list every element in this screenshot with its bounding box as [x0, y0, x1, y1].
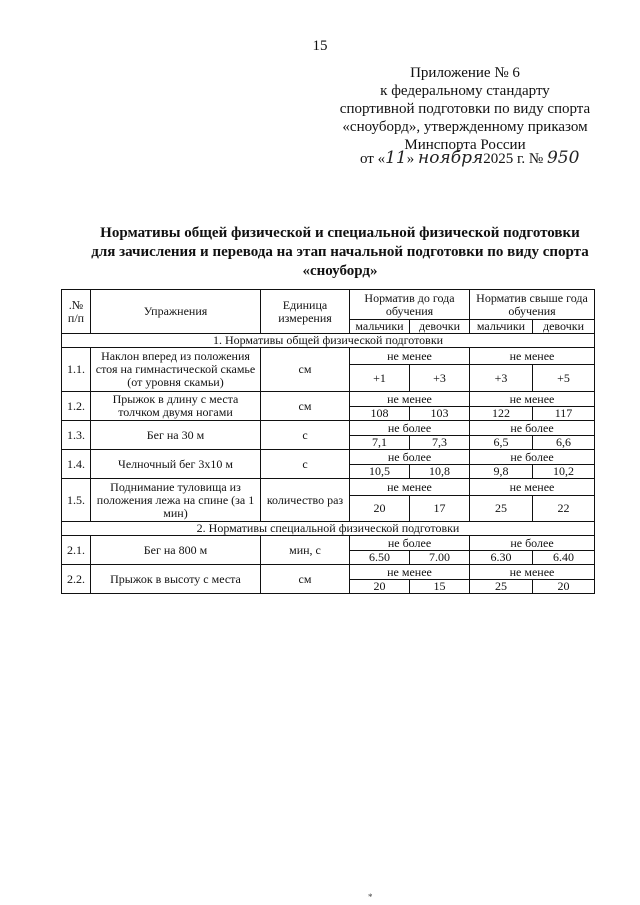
- row-condition-2: не менее: [470, 479, 595, 496]
- row-condition-1: не менее: [350, 479, 470, 496]
- row-condition-2: не более: [470, 536, 595, 551]
- value-boys-1: +1: [350, 365, 410, 392]
- order-day-handwritten: 11: [385, 148, 407, 168]
- order-mid: »: [406, 151, 415, 167]
- appendix-line-1: Приложение № 6: [410, 65, 520, 81]
- appendix-line-2: к федеральному стандарту: [380, 83, 550, 99]
- table-row: [62, 421, 595, 436]
- row-num: 1.5.: [62, 479, 91, 522]
- value-boys-1: 6.50: [350, 551, 410, 565]
- header-num: .№ п/п: [62, 290, 91, 334]
- row-condition-1: не менее: [350, 565, 470, 580]
- value-girls-1: 103: [410, 407, 470, 421]
- title-line-3: «сноуборд»: [302, 263, 378, 279]
- value-girls-1: 7.00: [410, 551, 470, 565]
- header-girls-2: девочки: [533, 320, 595, 334]
- value-girls-1: +3: [410, 365, 470, 392]
- row-unit: см: [261, 392, 350, 421]
- appendix-line-3: спортивной подготовки по виду спорта: [339, 101, 591, 117]
- title-line-1: Нормативы общей физической и специальной физической подготовки: [100, 225, 580, 241]
- order-month-handwritten: ноября: [418, 148, 484, 168]
- value-boys-1: 108: [350, 407, 410, 421]
- value-boys-1: 20: [350, 496, 410, 522]
- section-row: [62, 334, 595, 348]
- row-condition-1: не менее: [350, 392, 470, 407]
- table-row: [62, 348, 595, 365]
- row-num: 2.2.: [62, 565, 91, 594]
- row-unit: с: [261, 450, 350, 479]
- value-boys-2: 122: [470, 407, 533, 421]
- row-condition-2: не более: [470, 450, 595, 465]
- header-row: [62, 290, 595, 320]
- table-row: [62, 536, 595, 551]
- header-boys-1: мальчики: [350, 320, 410, 334]
- bottom-mark: *: [368, 892, 373, 902]
- row-condition-2: не более: [470, 421, 595, 436]
- row-exercise: Бег на 800 м: [91, 536, 261, 565]
- page-number: 15: [312, 38, 328, 54]
- row-num: 1.1.: [62, 348, 91, 392]
- order-line: [360, 148, 579, 168]
- row-unit: см: [261, 565, 350, 594]
- order-year: 2025 г. №: [483, 151, 544, 167]
- value-girls-2: 6,6: [533, 436, 595, 450]
- row-unit: с: [261, 421, 350, 450]
- table-row: [62, 392, 595, 407]
- value-boys-2: 9,8: [470, 465, 533, 479]
- row-condition-1: не более: [350, 421, 470, 436]
- norms-table: [61, 289, 595, 594]
- table-row: [62, 565, 595, 580]
- row-num: 1.2.: [62, 392, 91, 421]
- order-number-handwritten: 950: [546, 148, 580, 168]
- row-num: 1.3.: [62, 421, 91, 450]
- row-condition-1: не более: [350, 450, 470, 465]
- header-unit: Единица измерения: [261, 290, 350, 334]
- header-exercise: Упражнения: [91, 290, 261, 334]
- row-exercise: Наклон вперед из положения стоя на гимнастической скамье (от уровня скамьи): [91, 348, 261, 392]
- value-boys-1: 20: [350, 580, 410, 594]
- row-condition-2: не менее: [470, 392, 595, 407]
- appendix-line-4: «сноуборд», утвержденному приказом: [342, 119, 588, 135]
- row-unit: мин, с: [261, 536, 350, 565]
- row-num: 2.1.: [62, 536, 91, 565]
- row-exercise: Прыжок в длину с места толчком двумя ногами: [91, 392, 261, 421]
- title-line-2: для зачисления и перевода на этап начальной подготовки по виду спорта: [91, 244, 589, 260]
- row-condition-1: не более: [350, 536, 470, 551]
- document-title: [70, 224, 610, 281]
- row-exercise: Бег на 30 м: [91, 421, 261, 450]
- value-girls-2: 20: [533, 580, 595, 594]
- row-exercise: Поднимание туловища из положения лежа на спине (за 1 мин): [91, 479, 261, 522]
- section-2-title: 2. Нормативы специальной физической подготовки: [62, 522, 595, 536]
- value-girls-1: 15: [410, 580, 470, 594]
- value-girls-2: 117: [533, 407, 595, 421]
- row-condition-1: не менее: [350, 348, 470, 365]
- row-condition-2: не менее: [470, 348, 595, 365]
- header-norm-over-year: Норматив свыше года обучения: [470, 290, 595, 320]
- value-boys-2: 6.30: [470, 551, 533, 565]
- value-girls-2: 22: [533, 496, 595, 522]
- value-girls-1: 17: [410, 496, 470, 522]
- row-condition-2: не менее: [470, 565, 595, 580]
- row-unit: см: [261, 348, 350, 392]
- order-prefix: от «: [360, 151, 386, 167]
- row-exercise: Челночный бег 3x10 м: [91, 450, 261, 479]
- table-row: [62, 450, 595, 465]
- appendix-line-5: Минспорта России: [404, 137, 526, 153]
- row-num: 1.4.: [62, 450, 91, 479]
- value-boys-1: 7,1: [350, 436, 410, 450]
- value-boys-2: 6,5: [470, 436, 533, 450]
- value-girls-2: 6.40: [533, 551, 595, 565]
- value-boys-2: 25: [470, 580, 533, 594]
- row-exercise: Прыжок в высоту с места: [91, 565, 261, 594]
- appendix-block: [330, 64, 600, 154]
- value-boys-1: 10,5: [350, 465, 410, 479]
- value-boys-2: 25: [470, 496, 533, 522]
- section-row: [62, 522, 595, 536]
- header-boys-2: мальчики: [470, 320, 533, 334]
- value-girls-2: +5: [533, 365, 595, 392]
- value-girls-2: 10,2: [533, 465, 595, 479]
- header-girls-1: девочки: [410, 320, 470, 334]
- section-1-title: 1. Нормативы общей физической подготовки: [62, 334, 595, 348]
- value-girls-1: 7,3: [410, 436, 470, 450]
- row-unit: количество раз: [261, 479, 350, 522]
- header-norm-up-to-year: Норматив до года обучения: [350, 290, 470, 320]
- table-row: [62, 479, 595, 496]
- value-boys-2: +3: [470, 365, 533, 392]
- value-girls-1: 10,8: [410, 465, 470, 479]
